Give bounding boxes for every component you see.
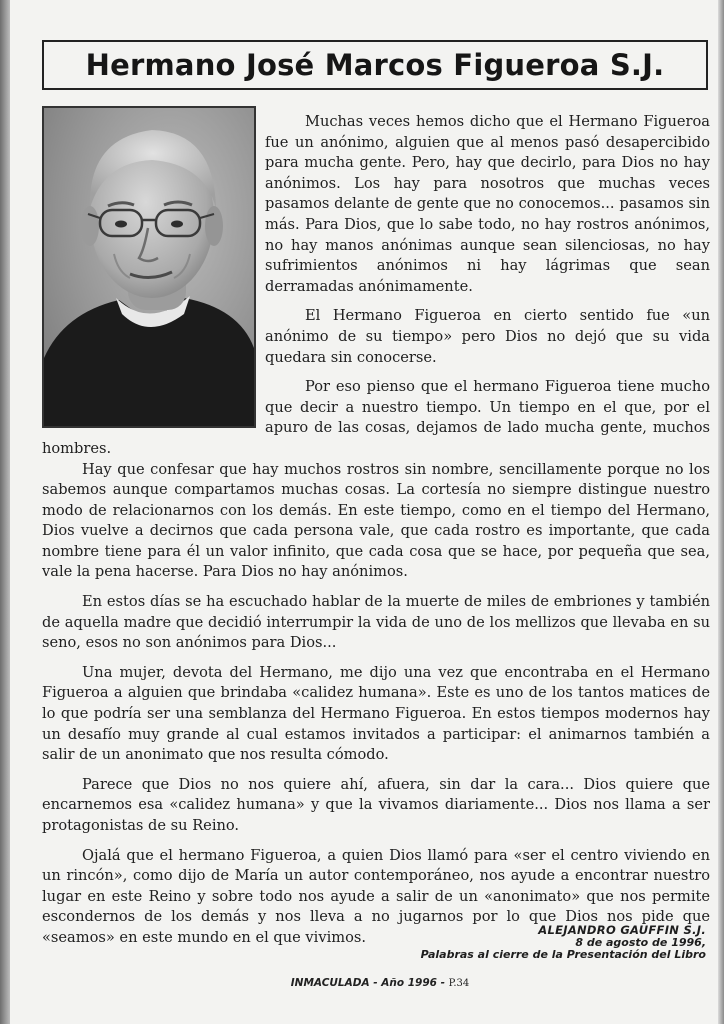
page-title: Hermano José Marcos Figueroa S.J. <box>85 48 665 82</box>
page-footer <box>270 977 490 989</box>
photo-wrap-spacer <box>42 112 265 434</box>
document-page <box>10 0 724 1024</box>
signature-note: Palabras al cierre de la Presentación del Libro <box>420 948 706 961</box>
paragraph-6: Una mujer, devota del Hermano, me dijo una vez que encontraba en el Hermano Figueroa a alguien que brindaba «calidez humana». Este es uno de los tantos matices de lo que podría ser una semblanza del Hermano Figueroa. En estos tiempos modernos hay un desafío muy grande al cual estamos invitados a participar: el animarnos también a salir de un anonimato que nos resulta cómodo. <box>42 663 710 764</box>
paragraph-3: Por eso pienso que el hermano Figueroa tiene mucho que decir a nuestro tiempo. Un tiempo en el que, por el apuro de las cosas, dejamos de lado mucha gente, muchos hombres. <box>42 378 710 457</box>
signature-date: 8 de agosto de 1996, <box>575 935 706 949</box>
article-body <box>42 112 710 958</box>
paragraph-4: Hay que confesar que hay muchos rostros sin nombre, sencillamente porque no los sabemos aunque compartamos muchas cosas. La cortesía no siempre distingue nuestro modo de relacionarnos con los demás. En este tiempo, como en el tiempo del Hermano, Dios vuelve a decirnos que cada persona vale, que cada rostro es importante, que cada nombre tiene para él un valor infinito, que cada cosa que se hace, por pequeña que sea, vale la pena hacerse. Para Dios no hay anónimos. <box>42 460 710 581</box>
scan-edge-right <box>718 0 724 1024</box>
paragraph-1: Muchas veces hemos dicho que el Hermano Figueroa fue un anónimo, alguien que al menos pasó desapercibido para mucha gente. Pero, hay que decirlo, para Dios no hay anónimos. Los hay para nosotros que muchas veces pasamos delante de gente que no conocemos... pasamos sin más. Para Dios, que lo sabe todo, no hay rostros anónimos, no hay manos anónimas aunque sean silenciosas, no hay sufrimientos anónimos ni hay lágrimas que sean derramadas anónimamente. <box>265 113 710 295</box>
footer-publication: INMACULADA - Año 1996 - <box>290 977 445 989</box>
paragraph-8: Ojalá que el hermano Figueroa, a quien Dios llamó para «ser el centro viviendo en un rincón», como dijo de María un autor contemporáneo, nos ayude a encontrar nuestro lugar en este Reino y sobre todo nos ayude a salir de un «anonimato» que nos permite escondernos de los demás y nos lleva a no jugarnos por lo que Dios nos pide que «seamos» en este mundo en el que vivimos. <box>42 846 710 946</box>
paragraph-7: Parece que Dios no nos quiere ahí, afuera, sin dar la cara... Dios quiere que encarnemos esa «calidez humana» y que la vivamos diariamente... Dios nos llama a ser protagonistas de su Reino. <box>42 775 710 834</box>
page-number: P.34 <box>448 978 470 989</box>
scan-edge-left <box>0 0 10 1024</box>
author-name: ALEJANDRO GAUFFIN S.J. <box>538 923 706 937</box>
signature-block <box>306 924 706 962</box>
paragraph-5: En estos días se ha escuchado hablar de la muerte de miles de embriones y también de aquella madre que decidió interrumpir la vida de uno de los mellizos que llevaba en su seno, esos no son anónimos para Dios... <box>42 593 710 652</box>
title-box <box>42 40 708 90</box>
paragraph-2: El Hermano Figueroa en cierto sentido fue «un anónimo de su tiempo» pero Dios no dejó que su vida quedara sin conocerse. <box>265 307 710 366</box>
